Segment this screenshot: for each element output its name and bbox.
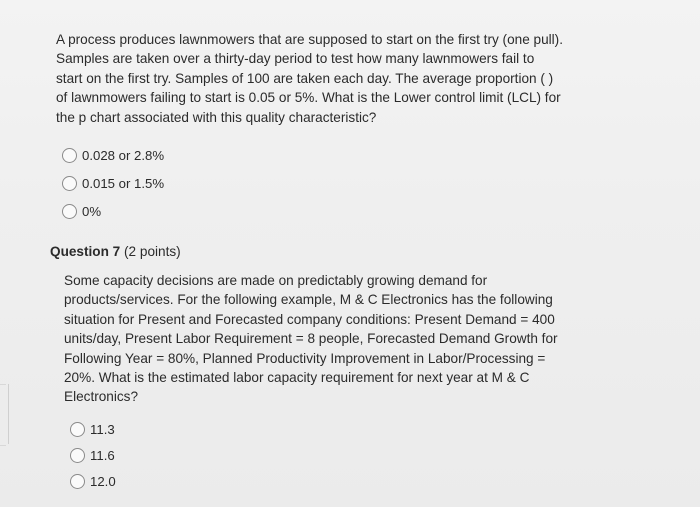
question-6-line: Samples are taken over a thirty-day period to test how many lawnmowers fail to [56, 51, 535, 67]
q7-option-c[interactable] [70, 474, 116, 489]
question-6-text [56, 30, 576, 127]
question-7-points: (2 points) [124, 244, 181, 259]
question-7-text [64, 271, 564, 407]
q6-option-c[interactable] [62, 204, 101, 219]
question-7-line: units/day, Present Labor Requirement = 8 people, Forecasted Demand Growth for [64, 331, 558, 347]
option-label: 0% [82, 204, 102, 219]
option-label: 0.028 or 2.8% [82, 148, 165, 163]
question-7-title: Question 7 [50, 244, 121, 259]
left-edge-divider [0, 384, 9, 444]
radio-button-icon[interactable] [70, 448, 85, 463]
question-6-line: A process produces lawnmowers that are supposed to start on the first try (one pull). [56, 32, 563, 47]
radio-button-icon[interactable] [62, 176, 77, 191]
q7-option-b[interactable] [70, 448, 115, 463]
question-6-line: the p chart associated with this quality characteristic? [56, 109, 377, 125]
question-7-line: Following Year = 80%, Planned Productivity Improvement in Labor/Processing = [64, 350, 546, 366]
radio-button-icon[interactable] [70, 474, 85, 489]
question-6-line: of lawnmowers failing to start is 0.05 or 5%. What is the Lower control limit (LCL) for [56, 90, 561, 106]
question-7-line: situation for Present and Forecasted company conditions: Present Demand = 400 [64, 311, 555, 327]
option-label: 0.015 or 1.5% [82, 176, 165, 191]
option-label: 11.3 [90, 422, 115, 437]
question-7-line: Electronics? [64, 389, 139, 405]
question-6-line: start on the first try. Samples of 100 are taken each day. The average proportion ( ) [56, 70, 554, 86]
radio-button-icon[interactable] [62, 148, 77, 163]
option-label: 12.0 [90, 474, 116, 489]
option-label: 11.6 [90, 448, 115, 463]
q6-option-b[interactable] [62, 176, 164, 191]
q6-option-a[interactable] [62, 148, 164, 163]
q7-option-a[interactable] [70, 422, 115, 437]
question-7-line: Some capacity decisions are made on predictably growing demand for [64, 273, 488, 288]
question-7-line: products/services. For the following example, M & C Electronics has the following [64, 292, 553, 308]
question-7-line: 20%. What is the estimated labor capacity requirement for next year at M & C [64, 370, 530, 386]
question-7-heading [50, 244, 181, 259]
radio-button-icon[interactable] [62, 204, 77, 219]
radio-button-icon[interactable] [70, 422, 85, 437]
